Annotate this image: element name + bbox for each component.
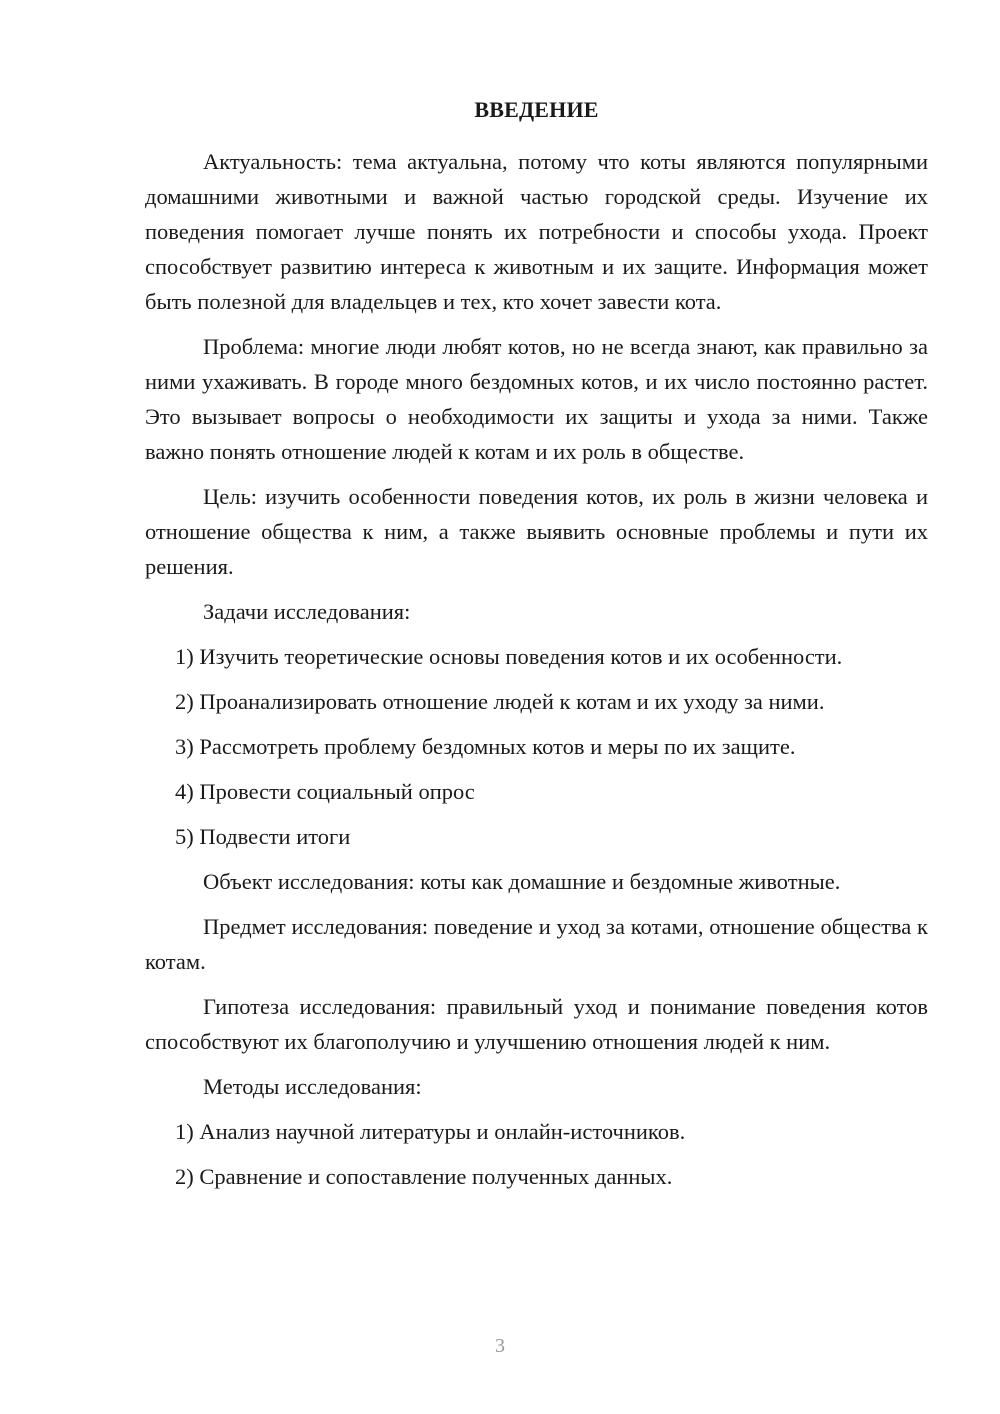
list-item: 1) Изучить теоретические основы поведения котов и их особенности. [175, 644, 843, 669]
list-item: 3) Рассмотреть проблему бездомных котов и меры по их защите. [175, 734, 796, 759]
paragraph-hypothesis: Гипотеза исследования: правильный уход и понимание поведения котов способствуют их благополучию и улучшению отношения людей к ним. [145, 994, 928, 1054]
methods-heading: Методы исследования: [203, 1074, 422, 1099]
methods-list [145, 1114, 928, 1194]
section-title: ВВЕДЕНИЕ [474, 97, 599, 122]
paragraph-problem: Проблема: многие люди любят котов, но не всегда знают, как правильно за ними ухаживать. В городе много бездомных котов, и их число постоянно растет. Это вызывает вопросы о необходимости их защиты и ухода за ними. Также важно понять отношение людей к котам и их роль в обществе. [145, 334, 928, 464]
list-item: 5) Подвести итоги [175, 824, 351, 849]
tasks-heading: Задачи исследования: [203, 599, 411, 624]
list-item: 1) Анализ научной литературы и онлайн-источников. [175, 1119, 686, 1144]
paragraph-relevance: Актуальность: тема актуальна, потому что коты являются популярными домашними животными и важной частью городской среды. Изучение их поведения помогает лучше понять их потребности и способы ухода. Проект способствует развитию интереса к животным и их защите. Информация может быть полезной для владельцев и тех, кто хочет завести кота. [145, 149, 928, 314]
page-number: 3 [495, 1335, 505, 1357]
list-item: 2) Сравнение и сопоставление полученных данных. [175, 1164, 673, 1189]
paragraph-subject: Предмет исследования: поведение и уход за котами, отношение общества к котам. [145, 914, 928, 974]
document-page [145, 92, 928, 1204]
list-item: 2) Проанализировать отношение людей к котам и их уходу за ними. [175, 689, 825, 714]
tasks-list [145, 639, 928, 854]
paragraph-object: Объект исследования: коты как домашние и бездомные животные. [203, 869, 841, 894]
paragraph-goal: Цель: изучить особенности поведения котов, их роль в жизни человека и отношение общества к ним, а также выявить основные проблемы и пути их решения. [145, 484, 928, 579]
list-item: 4) Провести социальный опрос [175, 779, 475, 804]
